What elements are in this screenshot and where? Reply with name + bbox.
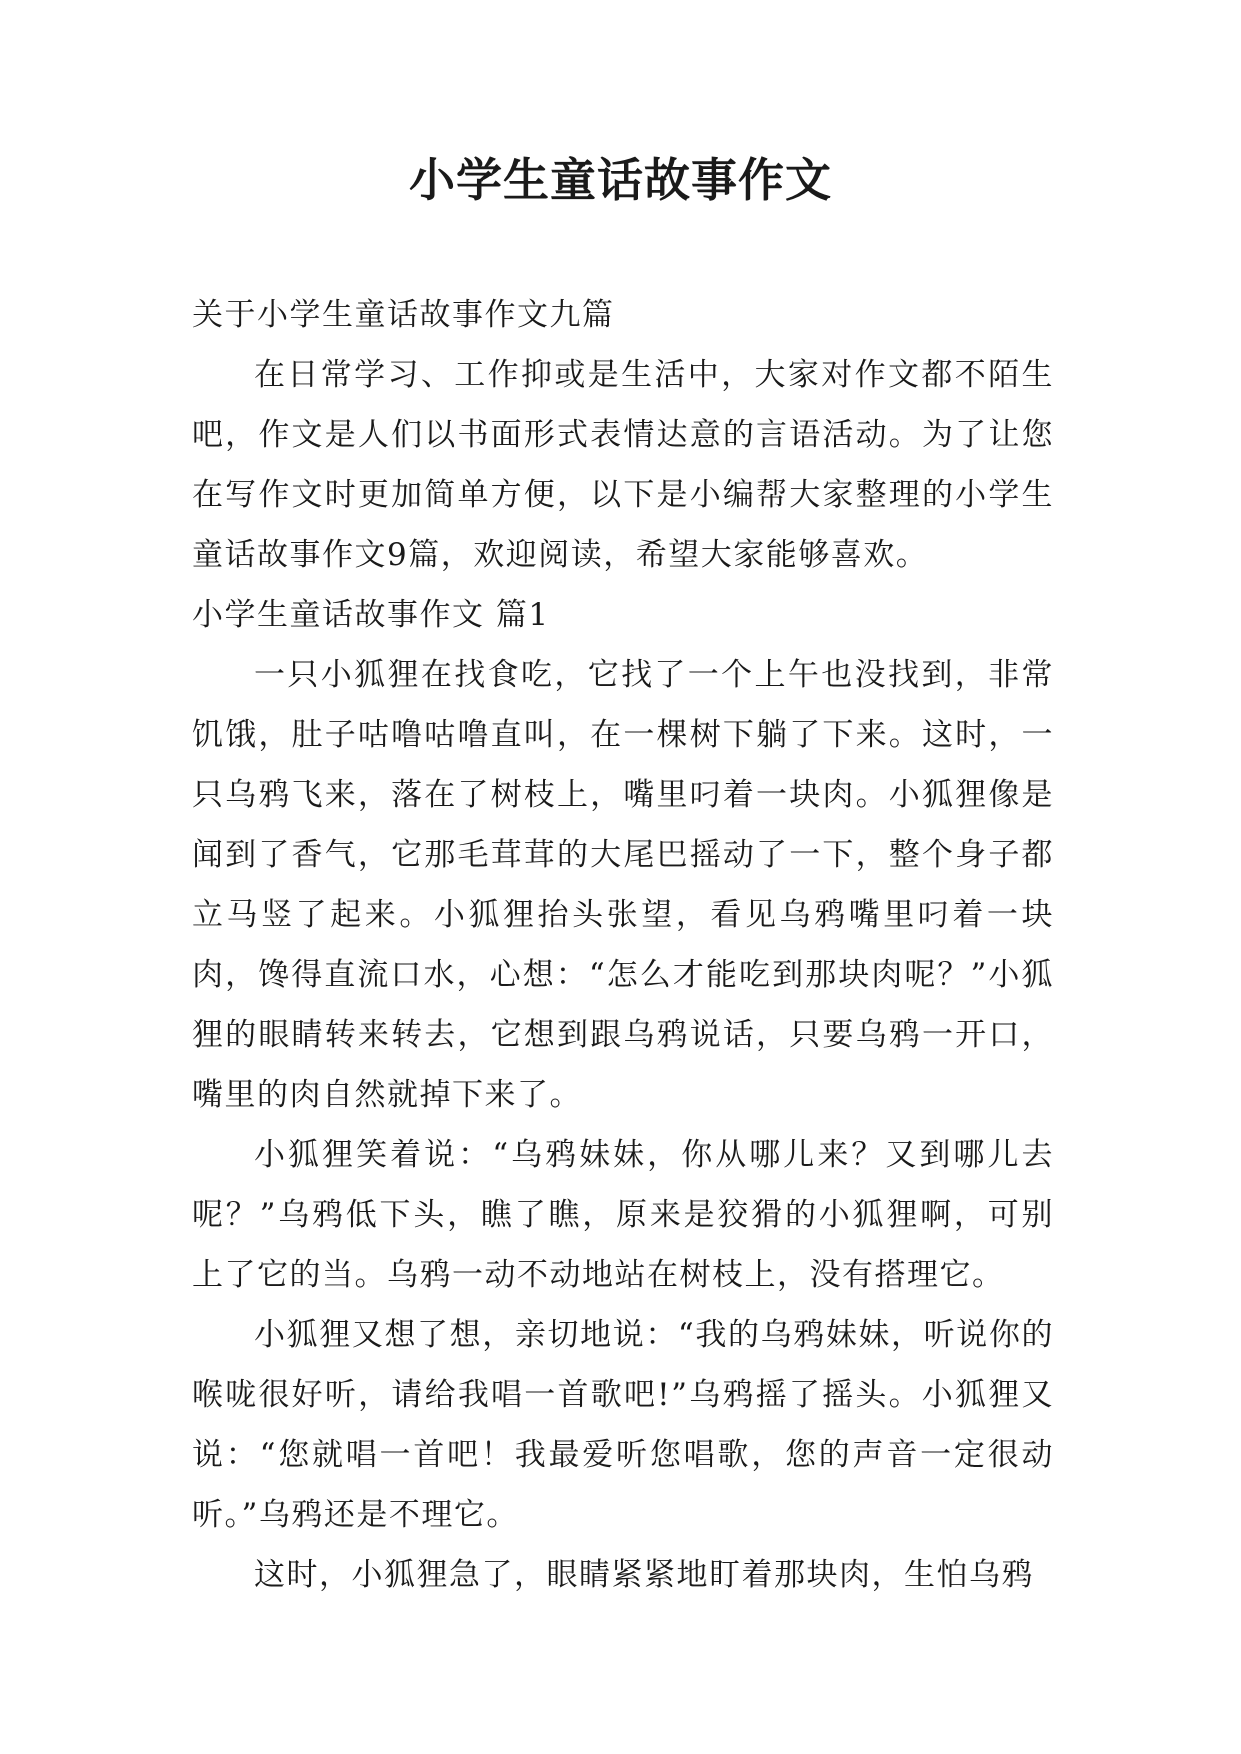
story-paragraph-2: 小狐狸笑着说：“乌鸦妹妹，你从哪儿来？又到哪儿去呢？”乌鸦低下头，瞧了瞧，原来是狡猾的小狐狸啊，可别上了它的当。乌鸦一动不动地站在树枝上，没有搭理它。	[192, 1137, 1054, 1293]
intro-paragraph: 在日常学习、工作抑或是生活中，大家对作文都不陌生吧，作文是人们以书面形式表情达意的言语活动。为了让您在写作文时更加简单方便，以下是小编帮大家整理的小学生童话故事作文9篇，欢迎阅读，希望大家能够喜欢。	[192, 357, 1054, 573]
document-body	[192, 285, 1054, 1605]
document-title: 小学生童话故事作文	[409, 153, 832, 207]
story-paragraph-3: 小狐狸又想了想，亲切地说：“我的乌鸦妹妹，听说你的喉咙很好听，请给我唱一首歌吧!”乌鸦摇了摇头。小狐狸又说：“您就唱一首吧！我最爱听您唱歌，您的声音一定很动听。”乌鸦还是不理它。	[192, 1317, 1054, 1533]
section-heading: 小学生童话故事作文 篇1	[192, 597, 550, 633]
story-paragraph-4: 这时，小狐狸急了，眼睛紧紧地盯着那块肉，生怕乌鸦	[254, 1557, 1034, 1593]
document-subtitle: 关于小学生童话故事作文九篇	[192, 297, 615, 333]
story-paragraph-1: 一只小狐狸在找食吃，它找了一个上午也没找到，非常饥饿，肚子咕噜咕噜直叫，在一棵树下躺了下来。这时，一只乌鸦飞来，落在了树枝上，嘴里叼着一块肉。小狐狸像是闻到了香气，它那毛茸茸的大尾巴摇动了一下，整个身子都立马竖了起来。小狐狸抬头张望，看见乌鸦嘴里叼着一块肉，馋得直流口水，心想：“怎么才能吃到那块肉呢？”小狐狸的眼睛转来转去，它想到跟乌鸦说话，只要乌鸦一开口，嘴里的肉自然就掉下来了。	[192, 657, 1054, 1113]
